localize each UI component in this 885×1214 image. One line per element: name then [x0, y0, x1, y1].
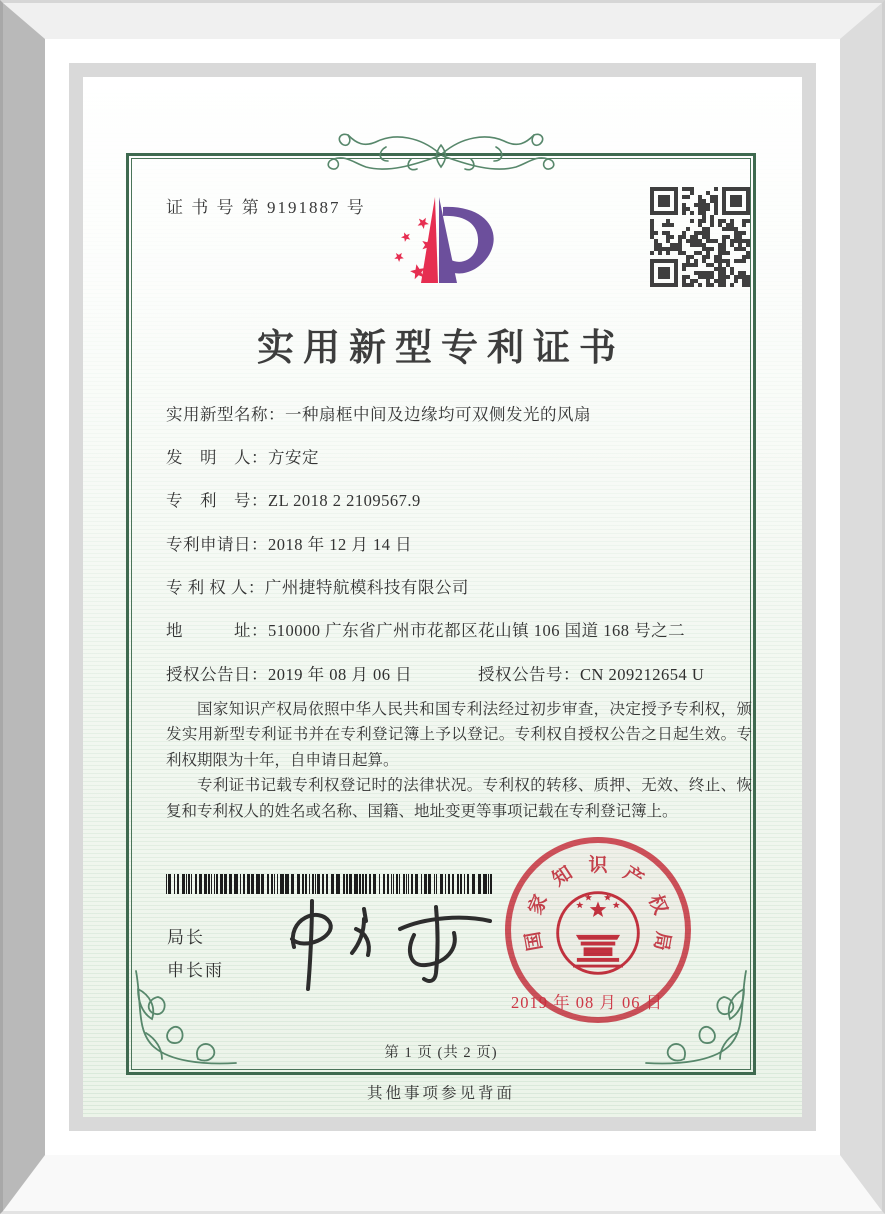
- frame-mat: [69, 63, 816, 1131]
- qr-module: [686, 195, 690, 199]
- barcode-bar: [177, 874, 179, 894]
- barcode-bar: [208, 874, 210, 894]
- seal-arc-char: 权: [643, 891, 671, 918]
- qr-module: [726, 251, 730, 255]
- qr-module: [666, 275, 670, 279]
- certificate-paper: [83, 77, 802, 1117]
- barcode-bar: [247, 874, 250, 894]
- barcode-bar: [166, 874, 167, 894]
- qr-module: [690, 219, 694, 223]
- qr-module: [726, 275, 730, 279]
- qr-module: [670, 223, 674, 227]
- barcode-bar: [195, 874, 197, 894]
- barcode-bar: [234, 874, 238, 894]
- qr-module: [650, 251, 654, 255]
- barcode-bar: [240, 874, 241, 894]
- field-row: [166, 401, 591, 425]
- barcode-bar: [243, 874, 245, 894]
- qr-module: [734, 279, 738, 283]
- field-value: ZL 2018 2 2109567.9: [268, 491, 421, 510]
- qr-module: [746, 283, 750, 287]
- legal-paragraph: 国家知识产权局依照中华人民共和国专利法经过初步审查，决定授予专利权，颁发实用新型专利证书并在专利登记簿上予以登记。专利权自授权公告之日起生效。专利权期限为十年，自申请日起算。: [166, 701, 752, 769]
- qr-module: [746, 211, 750, 215]
- qr-module: [670, 235, 674, 239]
- star-icon: [576, 901, 583, 908]
- barcode-bar: [224, 874, 227, 894]
- barcode-bar: [204, 874, 207, 894]
- seal-arc-char: 识: [588, 855, 608, 876]
- field-label: 地 址：: [166, 621, 268, 640]
- qr-module: [710, 283, 714, 287]
- field-value: 方安定: [268, 448, 319, 467]
- qr-module: [682, 267, 686, 271]
- legal-text: [166, 697, 752, 824]
- seal-arc-char: 知: [548, 862, 577, 891]
- signer-name: 申长雨: [167, 961, 224, 980]
- qr-module: [730, 283, 734, 287]
- qr-module: [682, 211, 686, 215]
- qr-module: [674, 211, 678, 215]
- field-row: [166, 487, 421, 511]
- star-icon: [418, 218, 429, 229]
- field-value: 一种扇框中间及边缘均可双侧发光的风扇: [285, 405, 591, 424]
- qr-code: [650, 187, 750, 287]
- barcode-bar: [261, 874, 264, 894]
- barcode-bar: [174, 874, 175, 894]
- legal-paragraph: 专利证书记载专利权登记时的法律状况。专利权的转移、质押、无效、终止、恢复和专利权人的姓名或名称、国籍、地址变更等事项记载在专利登记簿上。: [166, 777, 752, 820]
- qr-module: [666, 203, 670, 207]
- signer-title: 局长: [167, 928, 205, 947]
- qr-module: [722, 283, 726, 287]
- star-icon: [613, 901, 620, 908]
- qr-module: [746, 243, 750, 247]
- seal-arc-char: 产: [619, 862, 648, 891]
- grant-number-label: 授权公告号：: [478, 665, 580, 684]
- qr-module: [714, 211, 718, 215]
- certificate-title: 实用新型专利证书: [257, 328, 625, 369]
- barcode-bar: [229, 874, 232, 894]
- field-row: [166, 617, 685, 641]
- qr-module: [742, 259, 746, 263]
- top-flourish-ornament: [126, 121, 756, 185]
- star-icon: [394, 253, 404, 262]
- qr-module: [706, 207, 710, 211]
- field-label: 专利申请日：: [166, 535, 268, 554]
- qr-module: [690, 283, 694, 287]
- field-row: [166, 444, 319, 468]
- barcode-bar: [191, 874, 192, 894]
- qr-module: [694, 263, 698, 267]
- back-side-note: 其他事项参见背面: [366, 1085, 515, 1102]
- barcode-bar: [220, 874, 223, 894]
- qr-module: [698, 283, 702, 287]
- certificate-number: 证 书 号 第 9191887 号: [166, 198, 366, 217]
- field-label: 专 利 权 人：: [166, 578, 265, 597]
- barcode-bar: [186, 874, 187, 894]
- field-label: 发 明 人：: [166, 448, 268, 467]
- field-label: 实用新型名称：: [166, 405, 285, 424]
- barcode-bar: [216, 874, 218, 894]
- page-number: 第 1 页 (共 2 页): [384, 1045, 498, 1061]
- qr-module: [710, 223, 714, 227]
- grant-date-label: 授权公告日：: [166, 665, 268, 684]
- seal-arc-char: 局: [649, 930, 674, 953]
- field-value: 510000 广东省广州市花都区花山镇 106 国道 168 号之二: [268, 621, 686, 640]
- qr-module: [702, 219, 706, 223]
- qr-module: [658, 251, 662, 255]
- qr-module: [690, 211, 694, 215]
- qr-module: [686, 227, 690, 231]
- grant-number: CN 209212654 U: [580, 665, 705, 684]
- qr-module: [742, 231, 746, 235]
- qr-module: [714, 187, 718, 191]
- qr-module: [654, 231, 658, 235]
- seal-date: 2019 年 08 月 06 日: [511, 993, 664, 1012]
- barcode-bar: [256, 874, 260, 894]
- qr-module: [706, 255, 710, 259]
- qr-module: [710, 247, 714, 251]
- grant-date: 2019 年 08 月 06 日: [268, 665, 413, 684]
- qr-module: [674, 283, 678, 287]
- barcode-bar: [251, 874, 254, 894]
- field-row: [166, 531, 412, 555]
- cnipa-logo: [373, 195, 513, 295]
- signature: [268, 889, 508, 994]
- qr-module: [746, 255, 750, 259]
- picture-frame-lip: [45, 39, 840, 1155]
- field-value: 2018 年 12 月 14 日: [268, 535, 413, 554]
- star-icon: [401, 232, 410, 242]
- barcode-bar: [182, 874, 185, 894]
- picture-frame-bevel: [3, 3, 882, 1211]
- barcode-bar: [199, 874, 202, 894]
- barcode-bar: [214, 874, 215, 894]
- grant-row: [166, 661, 756, 685]
- qr-module: [742, 223, 746, 227]
- qr-module: [738, 203, 742, 207]
- field-label: 专 利 号：: [166, 491, 268, 510]
- qr-module: [746, 219, 750, 223]
- star-icon: [590, 901, 607, 917]
- qr-module: [666, 251, 670, 255]
- seal-arc-char: 国: [522, 930, 547, 953]
- qr-module: [690, 191, 694, 195]
- barcode-bar: [168, 874, 171, 894]
- field-value: 广州捷特航模科技有限公司: [264, 578, 469, 597]
- barcode-bar: [211, 874, 212, 894]
- field-row: [166, 574, 469, 598]
- seal-arc-char: 家: [525, 891, 553, 918]
- barcode-bar: [188, 874, 190, 894]
